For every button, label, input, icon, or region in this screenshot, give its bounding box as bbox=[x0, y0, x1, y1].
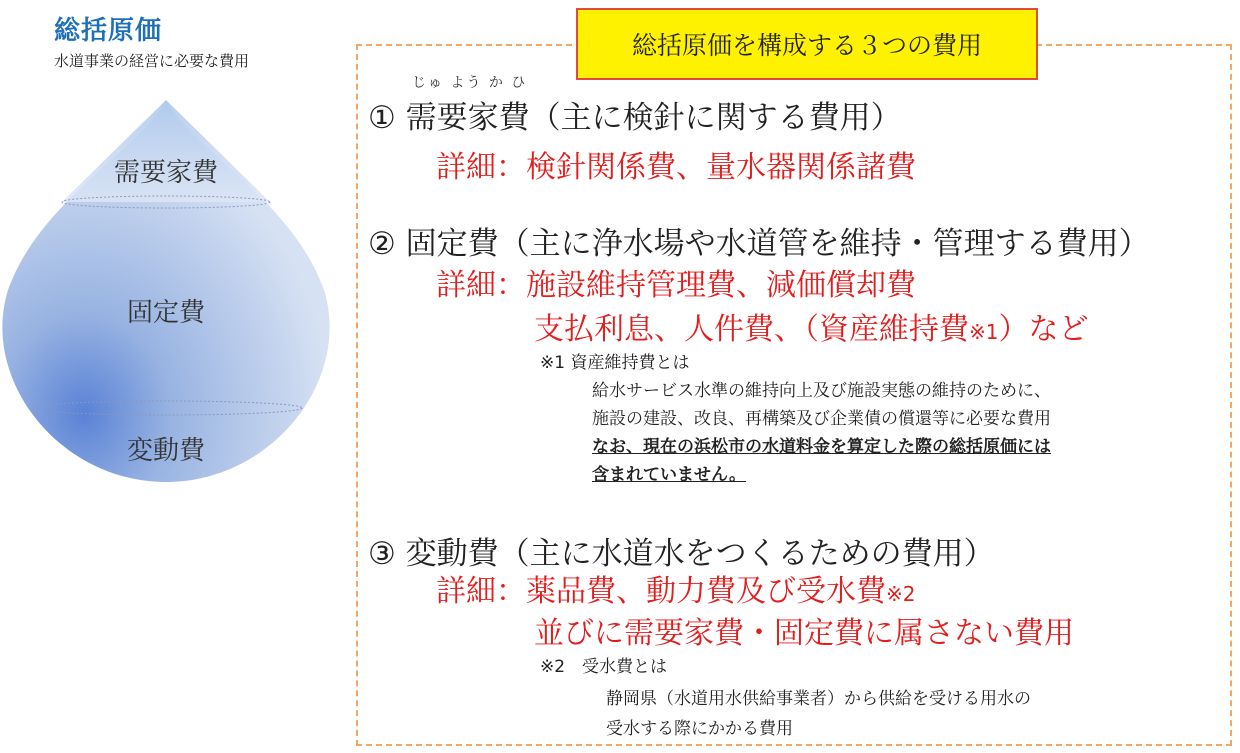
item-3-detail-2: 並びに需要家費・固定費に属さない費用 bbox=[534, 616, 1074, 651]
item-2-detail-1: 詳細：施設維持管理費、減価償却費 bbox=[436, 268, 916, 303]
item-3-note-mark: ※2 bbox=[886, 582, 916, 606]
item-3-heading: ③ 変動費（主に水道水をつくるための費用） bbox=[368, 536, 995, 572]
item-3-detail-1 bbox=[436, 566, 915, 610]
drop-label-variable: 変動費 bbox=[126, 436, 205, 466]
item-2-note-line-4: 含まれていません。 bbox=[592, 465, 747, 485]
item-3-note-title: ※2 受水費とは bbox=[540, 657, 668, 677]
item-3-note-line-1: 静岡県（水道用水供給事業者）から供給を受ける用水の bbox=[606, 689, 1031, 709]
item-1-heading: ① 需要家費（主に検針に関する費用） bbox=[368, 100, 902, 136]
item-2-note-mark: ※1 bbox=[969, 320, 999, 344]
drop-label-demand: 需要家費 bbox=[113, 158, 218, 188]
item-3-note-line-2: 受水する際にかかる費用 bbox=[606, 719, 793, 739]
water-drop-diagram bbox=[0, 0, 340, 500]
banner-title: 総括原価を構成する３つの費用 bbox=[576, 8, 1038, 80]
left-subtitle: 水道事業の経営に必要な費用 bbox=[54, 52, 250, 70]
item-2-note-title: ※1 資産維持費とは bbox=[540, 353, 690, 373]
item-2-detail-2a: 支払利息、人件費、（資産維持費 bbox=[534, 312, 969, 347]
item-2-note-line-3: なお、現在の浜松市の水道料金を算定した際の総括原価には bbox=[592, 437, 1051, 457]
drop-label-fixed: 固定費 bbox=[126, 298, 205, 328]
left-title: 総括原価 bbox=[54, 16, 163, 46]
item-2-note-line-1: 給水サービス水準の維持向上及び施設実態の維持のために、 bbox=[592, 381, 1051, 401]
item-2-heading: ② 固定費（主に浄水場や水道管を維持・管理する費用） bbox=[368, 226, 1150, 262]
item-2-detail-2 bbox=[534, 304, 1088, 348]
item-2-detail-2b: ）など bbox=[998, 312, 1089, 347]
item-2-note-line-2: 施設の建設、改良、再構築及び企業債の償還等に必要な費用 bbox=[592, 409, 1051, 429]
ruby-reading: じゅ よう か ひ bbox=[412, 75, 528, 91]
item-1-detail: 詳細：検針関係費、量水器関係諸費 bbox=[436, 150, 916, 185]
item-3-detail-1a: 詳細：薬品費、動力費及び受水費 bbox=[436, 574, 886, 609]
